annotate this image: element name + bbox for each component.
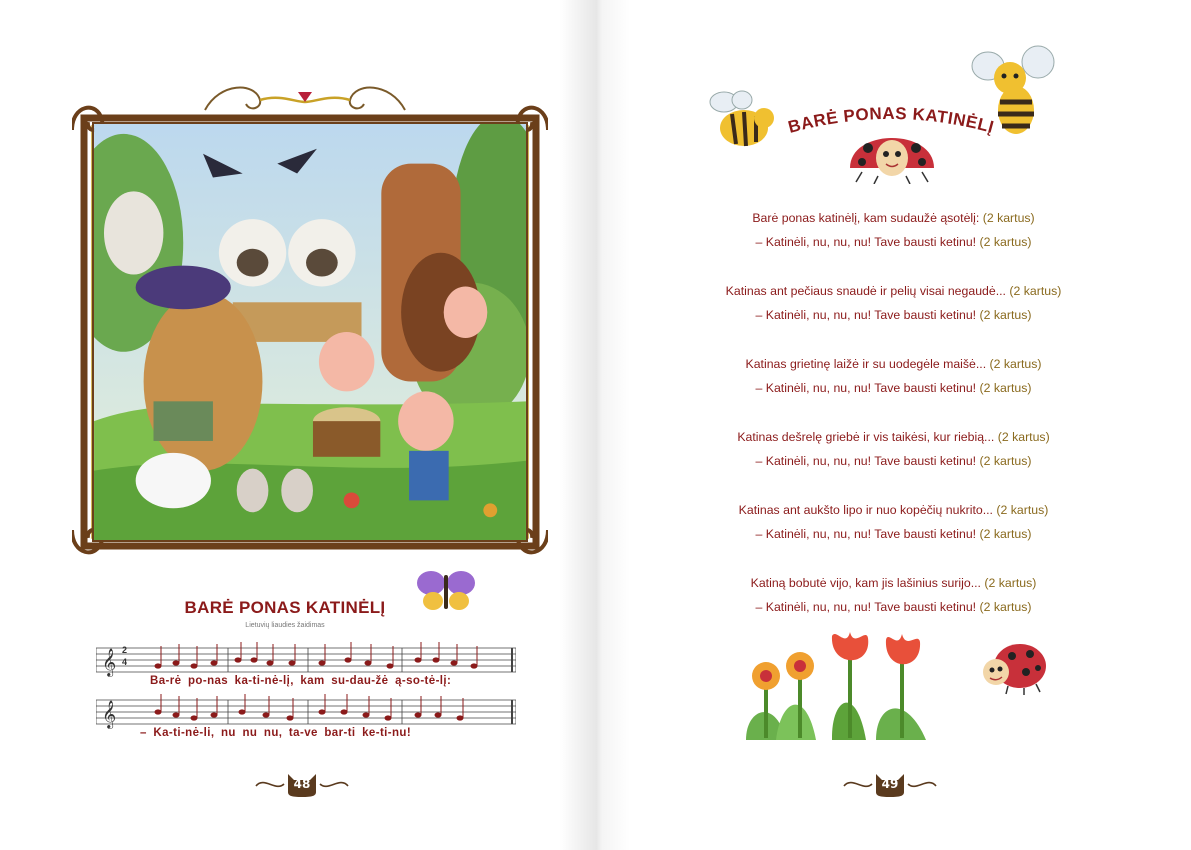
verse-text: Katiną bobutė vijo, kam jis lašinius surijo... bbox=[750, 576, 981, 590]
verse-line bbox=[676, 498, 1111, 522]
butterfly-icon bbox=[413, 567, 479, 613]
verse-line bbox=[676, 352, 1111, 376]
repeat-note: (2 kartus) bbox=[1009, 284, 1062, 298]
page-number-badge bbox=[252, 770, 352, 798]
music-staff-1 bbox=[96, 642, 516, 678]
verse bbox=[676, 206, 1111, 254]
verse-line bbox=[676, 279, 1111, 303]
repeat-note: (2 kartus) bbox=[979, 600, 1032, 614]
verse-line bbox=[676, 206, 1111, 230]
ladybug-icon bbox=[978, 640, 1050, 695]
song-verses bbox=[676, 206, 1111, 644]
verse bbox=[676, 571, 1111, 619]
verse-line bbox=[676, 376, 1111, 400]
verse-text: – Katinėli, nu, nu, nu! Tave bausti ketinu! bbox=[755, 308, 977, 322]
verse-line bbox=[676, 571, 1111, 595]
lyrics-line-2: – Ka-ti-nė-li, nu nu nu, ta-ve bar-ti ke-ti-nu! bbox=[140, 727, 412, 739]
verse-text: Katinas ant aukšto lipo ir nuo kopėčių nukrito... bbox=[738, 503, 993, 517]
cat-band-illustration bbox=[92, 122, 528, 542]
repeat-note: (2 kartus) bbox=[979, 308, 1032, 322]
verse-line bbox=[676, 449, 1111, 473]
verse-text: Barė ponas katinėlį, kam sudaužė ąsotėlį: bbox=[752, 211, 980, 225]
verse bbox=[676, 425, 1111, 473]
verse-line bbox=[676, 522, 1111, 546]
verse-line bbox=[676, 230, 1111, 254]
verse-text: – Katinėli, nu, nu, nu! Tave bausti ketinu! bbox=[755, 600, 977, 614]
svg-text:𝄞: 𝄞 bbox=[102, 648, 117, 676]
repeat-note: (2 kartus) bbox=[984, 576, 1037, 590]
verse-text: Katinas dešrelę griebė ir vis taikėsi, kur riebią... bbox=[737, 430, 995, 444]
svg-text:𝄞: 𝄞 bbox=[102, 700, 117, 728]
repeat-note: (2 kartus) bbox=[979, 527, 1032, 541]
repeat-note: (2 kartus) bbox=[979, 235, 1032, 249]
verse bbox=[676, 498, 1111, 546]
repeat-note: (2 kartus) bbox=[982, 211, 1035, 225]
verse-line bbox=[676, 425, 1111, 449]
song-title: BARĖ PONAS KATINĖLĮ bbox=[184, 598, 386, 617]
verse-line bbox=[676, 595, 1111, 619]
verse-text: – Katinėli, nu, nu, nu! Tave bausti ketinu! bbox=[755, 381, 977, 395]
verse-text: Katinas grietinę laižė ir su uodegėle maišė... bbox=[745, 357, 987, 371]
verse-text: – Katinėli, nu, nu, nu! Tave bausti ketinu! bbox=[755, 527, 977, 541]
repeat-note: (2 kartus) bbox=[979, 381, 1032, 395]
time-signature-top: 2 bbox=[122, 645, 128, 655]
page-number: 49 bbox=[881, 777, 899, 791]
verse bbox=[676, 352, 1111, 400]
lyrics-line-1: Ba-rė po-nas ka-ti-nė-lį, kam su-dau-žė ą-so-tė-lį: bbox=[150, 675, 452, 687]
verse-line bbox=[676, 303, 1111, 327]
repeat-note: (2 kartus) bbox=[989, 357, 1042, 371]
repeat-note: (2 kartus) bbox=[996, 503, 1049, 517]
repeat-note: (2 kartus) bbox=[979, 454, 1032, 468]
page-number: 48 bbox=[293, 777, 311, 791]
page-number-badge bbox=[840, 770, 940, 798]
music-staff-2 bbox=[96, 694, 516, 730]
verse-text: – Katinėli, nu, nu, nu! Tave bausti ketinu! bbox=[755, 454, 977, 468]
verse bbox=[676, 279, 1111, 327]
time-signature-bottom: 4 bbox=[122, 657, 128, 667]
verse-text: Katinas ant pečiaus snaudė ir pelių visai negaudė... bbox=[725, 284, 1006, 298]
repeat-note: (2 kartus) bbox=[997, 430, 1050, 444]
right-page bbox=[596, 0, 1191, 850]
flowers-icon bbox=[736, 628, 946, 743]
verse-text: – Katinėli, nu, nu, nu! Tave bausti ketinu! bbox=[755, 235, 977, 249]
song-subtitle: Lietuvių liaudies žaidimas bbox=[245, 622, 325, 629]
song-title: BARĖ PONAS KATINĖLĮ bbox=[786, 103, 997, 137]
ladybug-icon bbox=[842, 118, 942, 184]
